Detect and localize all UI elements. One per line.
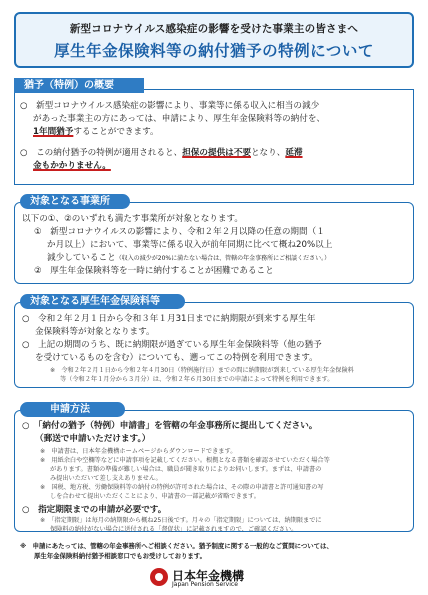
apply-note: み提出いただいて差し支えありません。: [50, 475, 162, 482]
premiums-note: ※ 令和２年２月１日から令和２年４月30日（特例施行日）までの間に納期限が到来している厚生年金保険料: [50, 367, 354, 374]
footer-note: 厚生年金保険料納付猶予相談窓口でもお受けしております。: [34, 552, 207, 560]
jps-logo: [150, 567, 280, 591]
apply-note: ※ 「指定期限」は毎月の納期限から概ね25日後です。月々の「指定期限」については、納期限までに: [40, 517, 322, 524]
header-title: 厚生年金保険料等の納付猶予の特例について: [54, 42, 374, 60]
eligible-line: ① 新型コロナウイルスの影響により、令和２年２月以降の任意の期間（１: [34, 227, 325, 237]
apply-note: ※ 国税、地方税、労働保険料等の納付の特例が許可された場合は、その際の申請書と許可通知書の写: [40, 484, 324, 491]
apply-heading: 申請方法: [20, 402, 125, 417]
premiums-line: ○ 上記の期間のうち、既に納期限が過ぎている厚生年金保険料等（他の猶予: [22, 340, 322, 350]
eligible-line: か月以上）において、事業等に係る収入が前年同期に比べて概ね20%以上: [47, 240, 333, 250]
apply-note: ※ 申請書は、日本年金機構ホームページからダウンロードできます。: [40, 448, 237, 455]
eligible-line: [47, 252, 330, 266]
eligible-intro: 以下の①、②のいずれも満たす事業所が対象となります。: [22, 214, 243, 224]
jps-logo-english: Japan Pension Service: [172, 581, 238, 588]
overview-line: [20, 147, 303, 160]
apply-note: しを合わせて提出いただくことにより、申請書の一部記載が省略できます。: [50, 493, 260, 500]
eligible-text: 減少していること: [47, 253, 116, 263]
premiums-note: 等（令和２年１月分から３月分）は、令和２年６月30日までの申請によって特例を利用できます。: [60, 376, 334, 383]
overview-text: となり、: [250, 148, 286, 158]
eligible-line: ② 厚生年金保険料等を一時に納付することが困難であること: [34, 266, 274, 276]
apply-line: ○ 指定期限までの申請が必要です。: [22, 505, 167, 515]
apply-note: があります。書類の準備が難しい場合は、職員が聞き取りによりお伺いします。まずは、申請書の: [50, 466, 322, 473]
overview-line: ○ 新型コロナウイルス感染症の影響により、事業等に係る収入に相当の減少: [20, 101, 320, 111]
overview-line: [33, 160, 111, 173]
header-banner: [14, 12, 414, 68]
header-subtitle: 新型コロナウイルス感染症の影響を受けた事業主の皆さまへ: [69, 23, 359, 35]
eligible-heading: 対象となる事業所: [20, 194, 130, 209]
overview-line: があった事業主の方にあっては、申請により、厚生年金保険料等の納付を、: [33, 114, 326, 124]
no-collateral-highlight: 担保の提供は不要: [182, 148, 251, 158]
jps-logo-name: 日本年金機構: [172, 569, 245, 583]
no-delinquency-highlight-cont: 金もかかりません。: [33, 161, 111, 171]
apply-line: （郵送で申請いただけます。）: [35, 434, 151, 444]
footer-note: ※ 申請にあたっては、管轄の年金事務所へご相談ください。猶予制度に関する一般的なご質問については、: [20, 542, 333, 550]
premiums-line: ○ 令和２年２月１日から令和３年１月31日までに納期限が到来する厚生年: [22, 314, 316, 324]
overview-heading: 猶予（特例）の概要: [14, 78, 144, 93]
overview-text: ○ この納付猶予の特例が適用されると、: [20, 148, 183, 158]
one-year-deferral-highlight: 1年間猶予: [33, 127, 74, 137]
apply-note: 保険料の納付がない場合に送付される「督促状」に記載されますので、ご確認ください。: [50, 526, 298, 533]
eligible-note: （収入の減少が20%に満たない場合は、管轄の年金事務所にご相談ください。）: [115, 255, 331, 262]
premiums-line: を受けているものを含む）についても、遡ってこの特例を利用できます。: [35, 353, 318, 363]
overview-text: することができます。: [73, 127, 159, 137]
premiums-line: 金保険料等が対象となります。: [35, 327, 155, 337]
apply-note: ※ 用紙余白や空欄等などに申請事項を記載してください。根拠となる書類を確認させていただく場合等: [40, 457, 330, 464]
overview-line: [33, 126, 159, 139]
premiums-heading: 対象となる厚生年金保険料等: [20, 294, 185, 309]
jps-logo-mark-icon: [150, 568, 168, 586]
no-delinquency-highlight: 延滞: [285, 148, 303, 158]
apply-line: ○ 「納付の猶予（特例）申請書」を管轄の年金事務所に提出してください。: [22, 421, 318, 431]
